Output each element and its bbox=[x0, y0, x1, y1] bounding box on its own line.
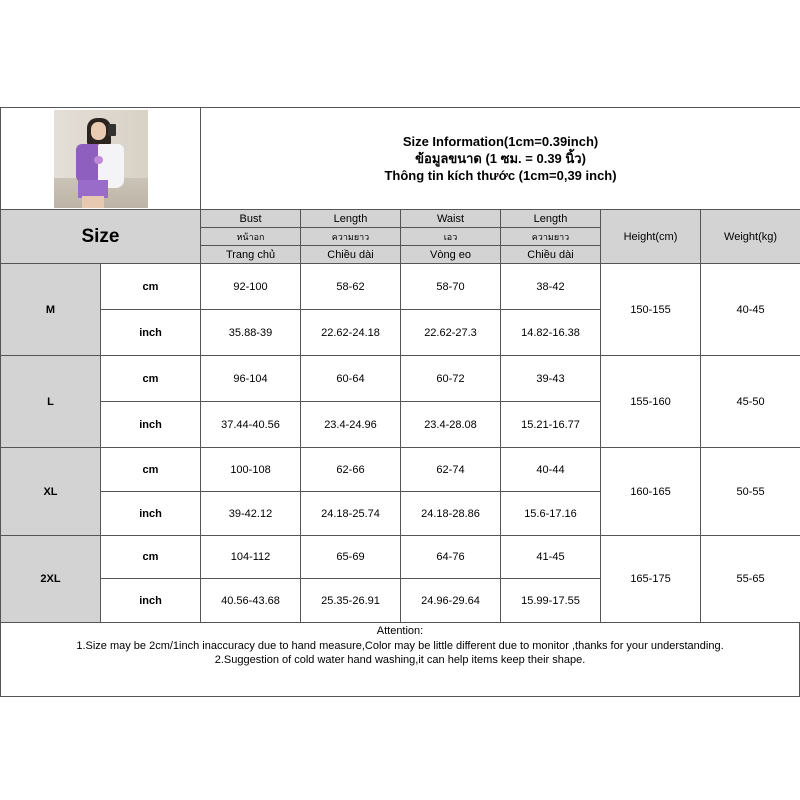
attention-line-2: 2.Suggestion of cold water hand washing,it can help items keep their shape. bbox=[214, 654, 586, 666]
measurement-cell: 41-45 bbox=[501, 536, 601, 579]
weight-cell: 50-55 bbox=[701, 448, 800, 536]
measurement-cell: 22.62-27.3 bbox=[401, 310, 501, 356]
unit-label-cm: cm bbox=[101, 356, 201, 402]
measurement-cell: 39-43 bbox=[501, 356, 601, 402]
size-label: 2XL bbox=[1, 536, 101, 623]
measurement-cell: 39-42.12 bbox=[201, 492, 301, 536]
unit-label-cm: cm bbox=[101, 448, 201, 492]
measurement-cell: 35.88-39 bbox=[201, 310, 301, 356]
col-waist-en: Waist bbox=[401, 210, 501, 228]
measurement-cell: 14.82-16.38 bbox=[501, 310, 601, 356]
col-weight: Weight(kg) bbox=[701, 210, 800, 264]
attention-title: Attention: bbox=[376, 625, 424, 637]
col-length-vi: Chiều dài bbox=[301, 246, 401, 264]
weight-cell: 40-45 bbox=[701, 264, 800, 356]
col-height: Height(cm) bbox=[601, 210, 701, 264]
attention-notes bbox=[1, 623, 800, 697]
info-vietnamese: Thông tin kích thước (1cm=0,39 inch) bbox=[384, 168, 617, 183]
height-cell: 155-160 bbox=[601, 356, 701, 448]
measurement-cell: 40.56-43.68 bbox=[201, 579, 301, 623]
measurement-cell: 58-62 bbox=[301, 264, 401, 310]
col-bust-vi: Trang chủ bbox=[201, 246, 301, 264]
attention-table bbox=[0, 622, 800, 697]
size-column-title: Size bbox=[1, 210, 201, 264]
measurement-cell: 15.6-17.16 bbox=[501, 492, 601, 536]
info-english: Size Information(1cm=0.39inch) bbox=[402, 134, 599, 149]
measurement-cell: 60-72 bbox=[401, 356, 501, 402]
unit-label-inch: inch bbox=[101, 492, 201, 536]
measurement-cell: 40-44 bbox=[501, 448, 601, 492]
measurement-cell: 22.62-24.18 bbox=[301, 310, 401, 356]
measurement-cell: 62-74 bbox=[401, 448, 501, 492]
col-waist-th: เอว bbox=[401, 228, 501, 246]
size-information-header bbox=[201, 108, 800, 210]
unit-label-inch: inch bbox=[101, 310, 201, 356]
measurement-cell: 23.4-28.08 bbox=[401, 402, 501, 448]
measurement-cell: 96-104 bbox=[201, 356, 301, 402]
height-cell: 165-175 bbox=[601, 536, 701, 623]
col-length-th: ความยาว bbox=[301, 228, 401, 246]
measurement-cell: 23.4-24.96 bbox=[301, 402, 401, 448]
measurement-cell: 100-108 bbox=[201, 448, 301, 492]
height-cell: 150-155 bbox=[601, 264, 701, 356]
size-label: L bbox=[1, 356, 101, 448]
col-bust-en: Bust bbox=[201, 210, 301, 228]
table-row bbox=[1, 264, 800, 310]
measurement-cell: 62-66 bbox=[301, 448, 401, 492]
col-length2-th: ความยาว bbox=[501, 228, 601, 246]
info-thai: ข้อมูลขนาด (1 ซม. = 0.39 นิ้ว) bbox=[415, 151, 586, 166]
product-photo bbox=[54, 110, 148, 208]
measurement-cell: 37.44-40.56 bbox=[201, 402, 301, 448]
measurement-cell: 24.18-28.86 bbox=[401, 492, 501, 536]
measurement-cell: 38-42 bbox=[501, 264, 601, 310]
measurement-cell: 64-76 bbox=[401, 536, 501, 579]
measurement-cell: 58-70 bbox=[401, 264, 501, 310]
col-waist-vi: Vòng eo bbox=[401, 246, 501, 264]
col-length2-en: Length bbox=[501, 210, 601, 228]
table-row bbox=[1, 356, 800, 402]
attention-line-1: 1.Size may be 2cm/1inch inaccuracy due to hand measure,Color may be little different due to monitor ,thanks for your understanding. bbox=[76, 639, 724, 652]
size-table bbox=[0, 107, 800, 623]
measurement-cell: 24.96-29.64 bbox=[401, 579, 501, 623]
size-chart bbox=[0, 107, 800, 697]
measurement-cell: 24.18-25.74 bbox=[301, 492, 401, 536]
measurement-cell: 65-69 bbox=[301, 536, 401, 579]
unit-label-inch: inch bbox=[101, 579, 201, 623]
unit-label-cm: cm bbox=[101, 536, 201, 579]
measurement-cell: 60-64 bbox=[301, 356, 401, 402]
weight-cell: 55-65 bbox=[701, 536, 800, 623]
unit-label-inch: inch bbox=[101, 402, 201, 448]
measurement-cell: 104-112 bbox=[201, 536, 301, 579]
size-label: XL bbox=[1, 448, 101, 536]
col-bust-th: หน้าอก bbox=[201, 228, 301, 246]
product-photo-cell bbox=[1, 108, 201, 210]
unit-label-cm: cm bbox=[101, 264, 201, 310]
measurement-cell: 15.21-16.77 bbox=[501, 402, 601, 448]
weight-cell: 45-50 bbox=[701, 356, 800, 448]
col-length2-vi: Chiều dài bbox=[501, 246, 601, 264]
table-row bbox=[1, 536, 800, 579]
height-cell: 160-165 bbox=[601, 448, 701, 536]
size-label: M bbox=[1, 264, 101, 356]
measurement-cell: 15.99-17.55 bbox=[501, 579, 601, 623]
col-length-en: Length bbox=[301, 210, 401, 228]
measurement-cell: 25.35-26.91 bbox=[301, 579, 401, 623]
measurement-cell: 92-100 bbox=[201, 264, 301, 310]
table-row bbox=[1, 448, 800, 492]
